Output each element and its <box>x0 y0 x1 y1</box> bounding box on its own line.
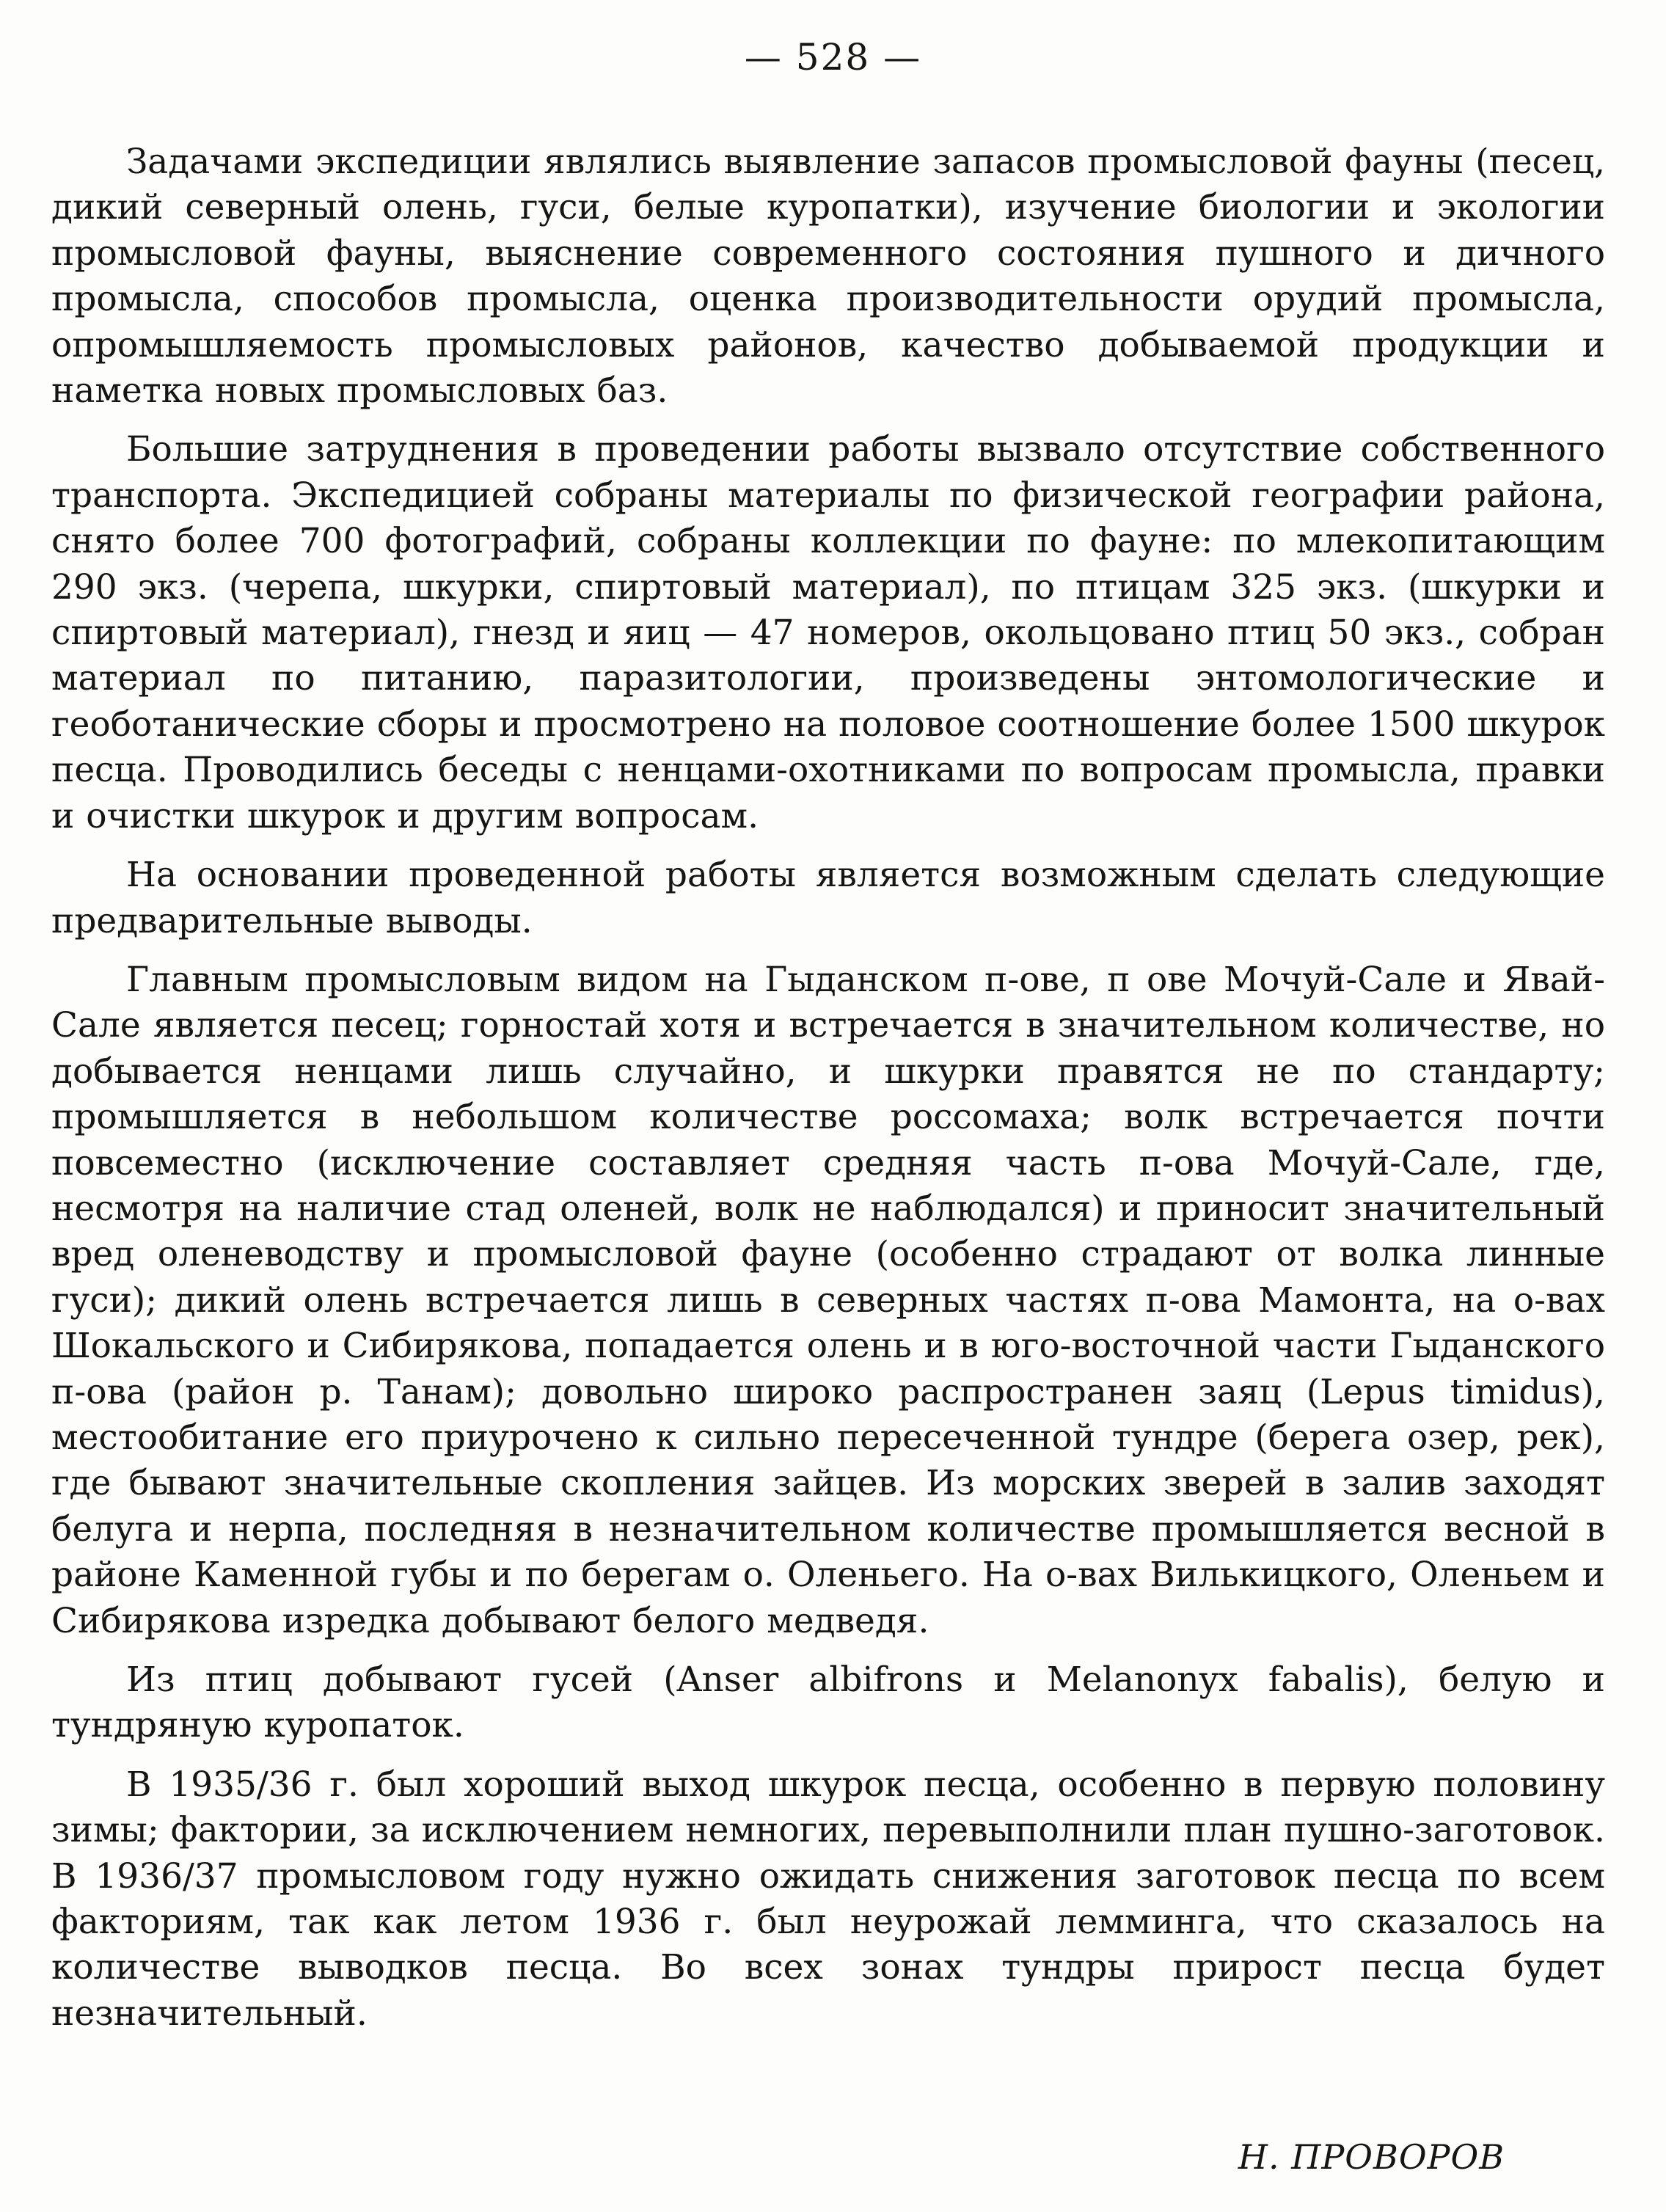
paragraph-fox-forecast: В 1935/36 г. был хороший выход шкурок песца, особенно в первую половину зимы; фактории, за исключением немногих, перевыполнили план пушно-заготовок. В 1936/37 промысловом году нужно ожидать снижения заготовок песца по всем факториям, так как летом 1936 г. был неурожай лемминга, что сказалось на количестве выводков песца. Во всех зонах тундры прирост песца будет незначительный. <box>51 1764 1605 2034</box>
paragraph-birds: Из птиц добывают гусей (Anser albifrons и Melanonyx fabalis), белую и тундряную куропаток. <box>51 1660 1605 1746</box>
author-signature: Н. ПРОВОРОВ <box>1238 2137 1505 2177</box>
page-number: — 528 — <box>744 36 922 79</box>
paragraph-main-game-species: Главным промысловым видом на Гыданском п-ове, п ове Мочуй-Сале и Явай-Сале является песец; горностай хотя и встречается в значительном количестве, но добывается ненцами лишь случайно, и шкурки правятся не по стандарту; промышляется в небольшом количестве россомаха; волк встречается почти повсеместно (исключение составляет средняя часть п-ова Мочуй-Сале, где, несмотря на наличие стад оленей, волк не наблюдался) и приносит значительный вред оленеводству и промысловой фауне (особенно страдают от волка линные гуси); дикий олень встречается лишь в северных частях п-ова Мамонта, на о-вах Шокальского и Сибирякова, попадается олень и в юго-восточной части Гыданского п-ова (район р. Танам); довольно широко распространен заяц (Lepus timidus), местообитание его приурочено к сильно пересеченной тундре (берега озер, рек), где бывают значительные скопления зайцев. Из морских зверей в залив заходят белуга и нерпа, последняя в незначительном количестве промышляется весной в районе Каменной губы и по берегам о. Оленьего. На о-вах Вилькицкого, Оленьем и Сибирякова изредка добывают белого медведя. <box>51 959 1605 1641</box>
paragraph-preliminary-conclusions: На основании проведенной работы является возможным сделать следующие предварительные выводы. <box>51 855 1605 941</box>
article-body <box>51 139 1605 2050</box>
paragraph-collected-materials: Большие затруднения в проведении работы вызвало отсутствие собственного транспорта. Экспедицией собраны материалы по физической географии района, снято более 700 фотографий, собраны коллекции по фауне: по млекопитающим 290 экз. (черепа, шкурки, спиртовый материал), по птицам 325 экз. (шкурки и спиртовый материал), гнезд и яиц — 47 номеров, окольцовано птиц 50 экз., собран материал по питанию, паразитологии, произведены энтомологические и геоботанические сборы и просмотрено на половое соотношение более 1500 шкурок песца. Проводились беседы с ненцами-охотниками по вопросам промысла, правки и очистки шкурок и другим вопросам. <box>51 429 1605 836</box>
paragraph-expedition-goals: Задачами экспедиции являлись выявление запасов промысловой фауны (песец, дикий северный олень, гуси, белые куропатки), изучение биологии и экологии промысловой фауны, выяснение современного состояния пушного и дичного промысла, способов промысла, оценка производительности орудий промысла, опромышляемость промысловых районов, качество добываемой продукции и наметка новых промысловых баз. <box>51 142 1605 412</box>
